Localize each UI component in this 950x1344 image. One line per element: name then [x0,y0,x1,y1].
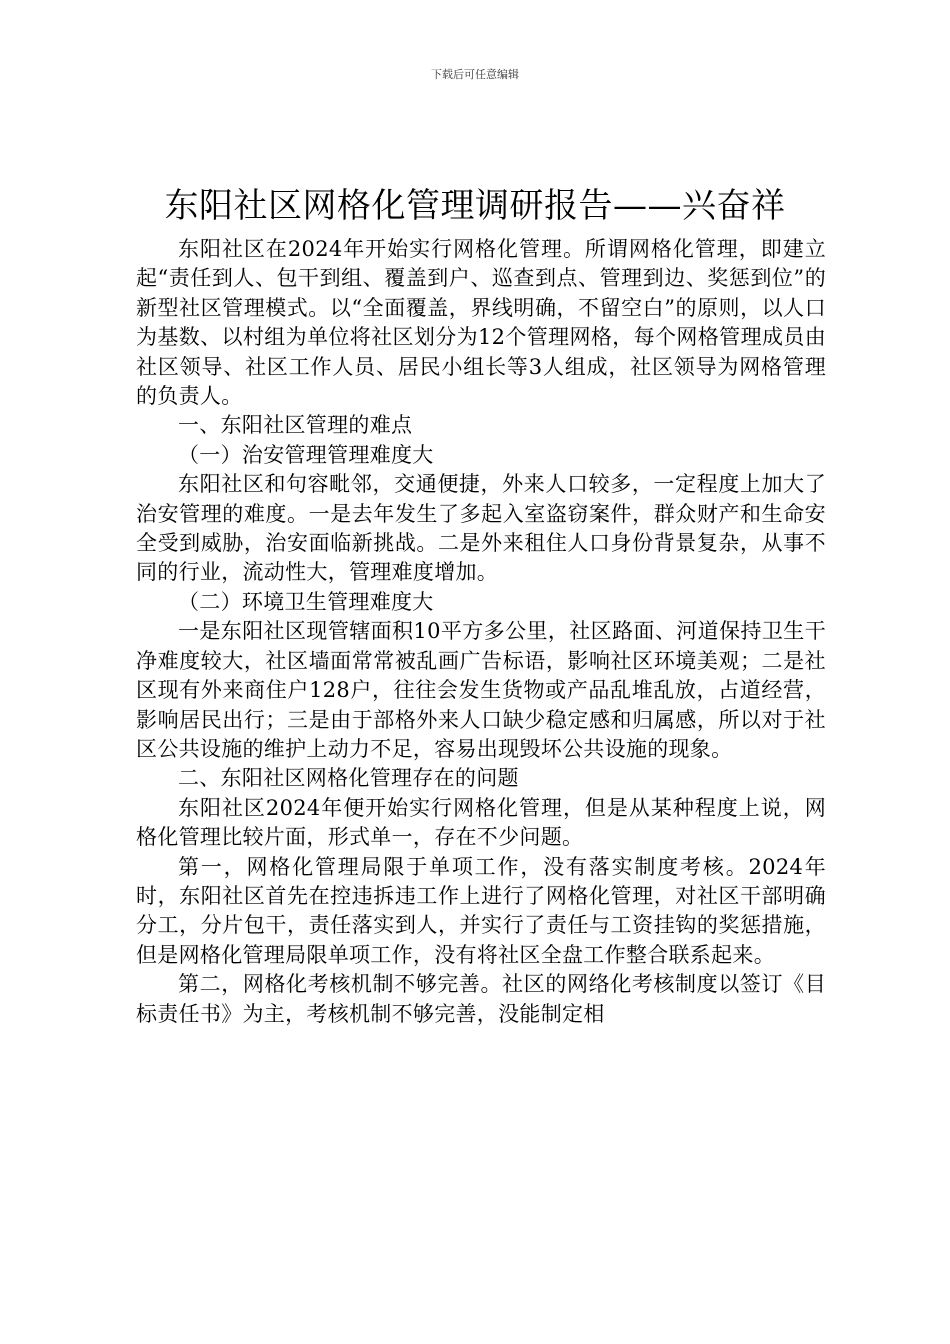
paragraph: 东阳社区和句容毗邻，交通便捷，外来人口较多，一定程度上加大了治安管理的难度。一是去年发生了多起入室盗窃案件，群众财产和生命安全受到威胁，治安面临新挑战。二是外来租住人口身份背景复杂，从事不同的行业，流动性大，管理难度增加。 [136,472,826,585]
paragraph: 一是东阳社区现管辖面积10平方多公里，社区路面、河道保持卫生干净难度较大，社区墙面常常被乱画广告标语，影响社区环境美观；二是社区现有外来商住户128户，往往会发生货物或产品乱堆乱放，占道经营，影响居民出行；三是由于部格外来人口缺少稳定感和归属感，所以对于社区公共设施的维护上动力不足，容易出现毁坏公共设施的现象。 [136,619,826,761]
subsection-heading: （二）环境卫生管理难度大 [178,589,434,614]
paragraph-intro: 东阳社区在2024年开始实行网格化管理。所谓网格化管理，即建立起“责任到人、包干到组、覆盖到户、巡查到点、管理到边、奖惩到位”的新型社区管理模式。以“全面覆盖，界线明确，不留空白”的原则，以人口为基数、以村组为单位将社区划分为12个管理网格，每个网格管理成员由社区领导、社区工作人员、居民小组长等3人组成，社区领导为网格管理的负责人。 [136,237,826,409]
paragraph: 第一，网格化管理局限于单项工作，没有落实制度考核。2024年时，东阳社区首先在控违拆违工作上进行了网格化管理，对社区干部明确分工，分片包干，责任落实到人，并实行了责任与工资挂钩的奖惩措施，但是网格化管理局限单项工作，没有将社区全盘工作整合联系起来。 [136,854,826,967]
section-heading: 一、东阳社区管理的难点 [178,413,413,438]
document-body [136,235,826,1029]
paragraph: 第二，网格化考核机制不够完善。社区的网络化考核制度以签订《目标责任书》为主，考核机制不够完善，没能制定相 [136,972,826,1026]
section-heading: 二、东阳社区网格化管理存在的问题 [178,766,519,791]
paragraph: 东阳社区2024年便开始实行网格化管理，但是从某种程度上说，网格化管理比较片面，形式单一，存在不少问题。 [136,795,826,850]
page-title: 东阳社区网格化管理调研报告——兴奋祥 [164,186,786,226]
header-note: 下载后可任意编辑 [431,68,519,81]
subsection-heading: （一）治安管理管理难度大 [178,442,434,467]
